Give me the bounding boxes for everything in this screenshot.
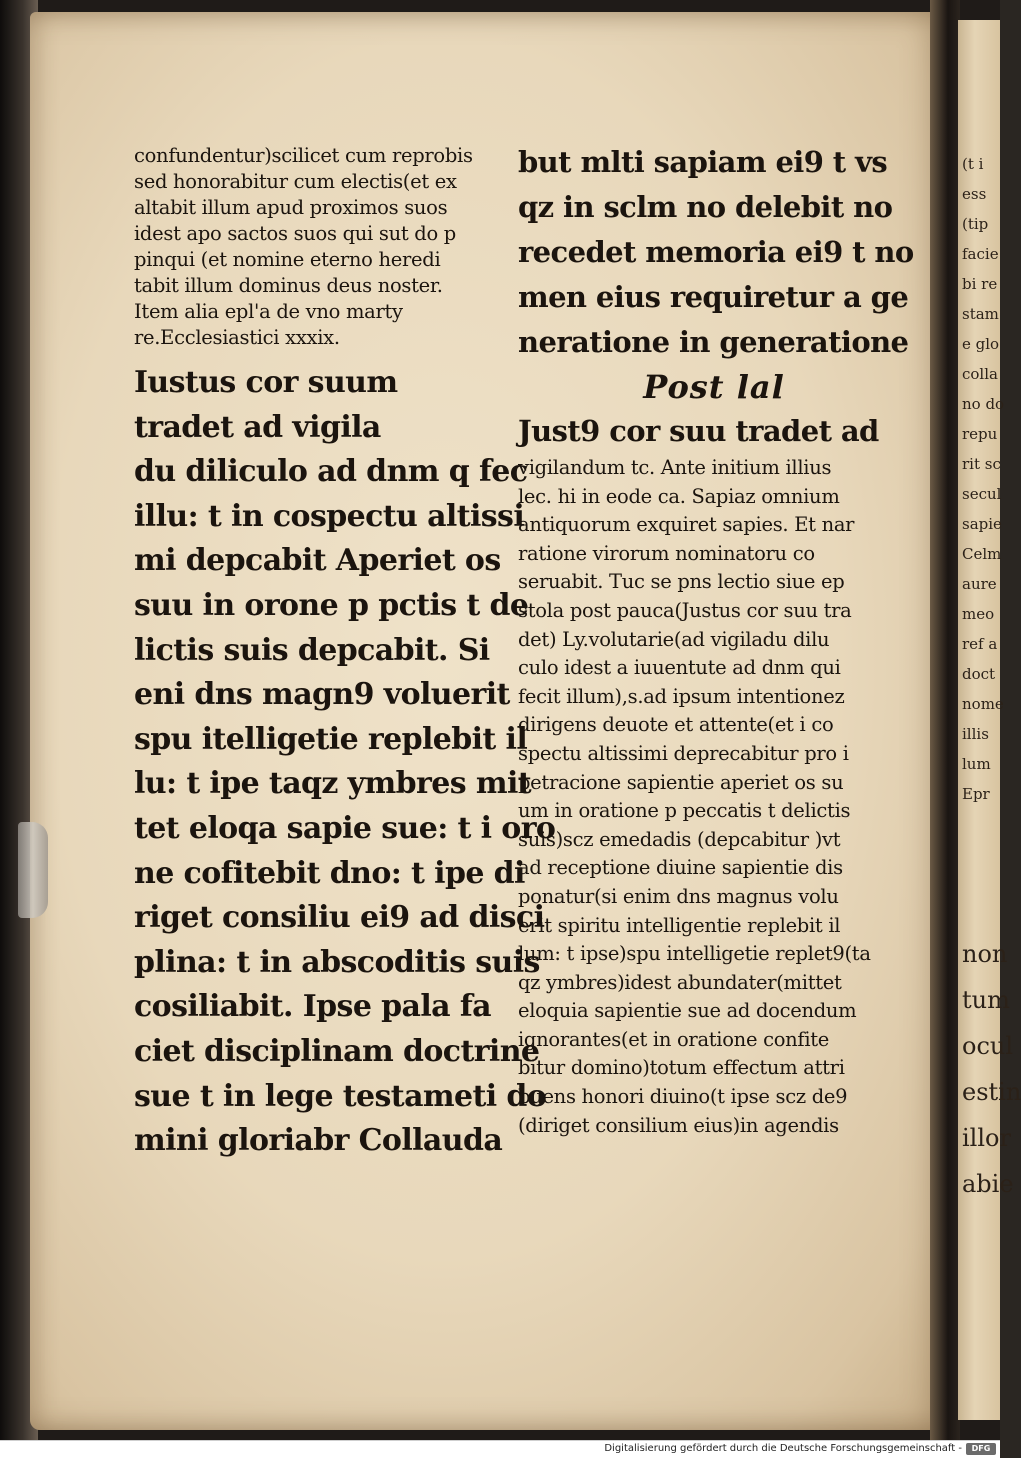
dfg-logo: DFG bbox=[966, 1443, 996, 1455]
main-text-line: mi depcabit Aperiet os bbox=[134, 543, 501, 579]
main-text-line: lictis suis depcabit. Si bbox=[134, 632, 490, 668]
facing-page-fragment: illis bbox=[962, 725, 989, 743]
right-column bbox=[518, 140, 914, 1140]
facing-page-fragment: nome bbox=[962, 695, 1004, 713]
facing-page-fragment: no do bbox=[962, 395, 1005, 413]
left-column bbox=[134, 143, 556, 1164]
main-text-line: mini gloriabr Collauda bbox=[134, 1123, 503, 1159]
main-text-line: plina: t in abscoditis suis bbox=[134, 944, 540, 980]
main-text-line: ne cofitebit dno: t ipe di bbox=[134, 855, 525, 891]
main-text-line: du diliculo ad dnm q fec bbox=[134, 454, 528, 490]
section-heading: Post lal bbox=[643, 368, 785, 406]
main-text-line: tradet ad vigila bbox=[134, 409, 381, 445]
facing-page-fragment: sapie bbox=[962, 515, 1002, 533]
facing-page-fragment: ocul bbox=[962, 1032, 1014, 1060]
commentary-line: (diriget consilium eius)in agendis bbox=[518, 1113, 839, 1137]
commentary-line: re.Ecclesiastici xxxix. bbox=[134, 326, 340, 349]
left-main-text-block bbox=[134, 361, 556, 1164]
main-text-line: cosiliabit. Ipse pala fa bbox=[134, 989, 491, 1025]
commentary-line: buens honori diuino(t ipse scz de9 bbox=[518, 1085, 848, 1109]
commentary-line: spectu altissimi deprecabitur pro i bbox=[518, 741, 849, 765]
footer-credit: Digitalisierung gefördert durch die Deutsche Forschungsgemeinschaft - bbox=[604, 1443, 962, 1454]
commentary-line: seruabit. Tuc se pns lectio siue ep bbox=[518, 570, 845, 594]
commentary-line: suis)scz emedadis (depcabitur )vt bbox=[518, 827, 841, 851]
main-text-line: illu: t in cospectu altissi bbox=[134, 498, 525, 534]
facing-page-fragment: abie bbox=[962, 1170, 1014, 1198]
facing-page-fragment: tum bbox=[962, 986, 1010, 1014]
commentary-line: fecit illum),s.ad ipsum intentionez bbox=[518, 684, 845, 708]
commentary-line: ignorantes(et in oratione confite bbox=[518, 1027, 830, 1051]
footer-bar bbox=[0, 1440, 1000, 1458]
commentary-line: bitur domino)totum effectum attri bbox=[518, 1056, 845, 1080]
commentary-line: Item alia epl'a de vno marty bbox=[134, 300, 403, 323]
main-text-line: eni dns magn9 voluerit bbox=[134, 677, 510, 713]
commentary-line: confundentur)scilicet cum reprobis bbox=[134, 144, 473, 167]
main-text-line: suu in orone p pctis t de bbox=[134, 587, 529, 623]
left-commentary-block bbox=[134, 143, 514, 351]
main-text-line: sue t in lege testameti do bbox=[134, 1078, 547, 1114]
page-clip bbox=[18, 822, 48, 918]
commentary-line: ad receptione diuine sapientie dis bbox=[518, 856, 843, 880]
facing-page-fragment: (t i bbox=[962, 155, 984, 173]
commentary-line: erit spiritu intelligentie replebit il bbox=[518, 913, 841, 937]
commentary-line: qz ymbres)idest abundater(mittet bbox=[518, 970, 842, 994]
commentary-line: stola post pauca(Justus cor suu tra bbox=[518, 598, 852, 622]
main-text-line: ciet disciplinam doctrine bbox=[134, 1033, 540, 1069]
commentary-line: ponatur(si enim dns magnus volu bbox=[518, 884, 839, 908]
facing-page-fragment: meo bbox=[962, 605, 995, 623]
next-page-edge bbox=[958, 20, 1021, 1420]
facing-page-fragment: (tip bbox=[962, 215, 989, 233]
facing-page-fragment: estin bbox=[962, 1078, 1021, 1106]
commentary-line: pinqui (et nomine eterno heredi bbox=[134, 248, 441, 271]
book-gutter bbox=[930, 0, 960, 1440]
commentary-line: tabit illum dominus deus noster. bbox=[134, 274, 443, 297]
main-text-line: but mlti sapiam ei9 t vs bbox=[518, 145, 888, 179]
facing-page-fragment: illor bbox=[962, 1124, 1011, 1152]
commentary-line: dirigens deuote et attente(et i co bbox=[518, 713, 834, 737]
main-text-line: lu: t ipe taqz ymbres mit bbox=[134, 766, 532, 802]
facing-page-fragment: doct bbox=[962, 665, 996, 683]
right-commentary-block bbox=[518, 454, 910, 1140]
facing-page-fragment: Celm bbox=[962, 545, 1002, 563]
commentary-line: culo idest a iuuentute ad dnm qui bbox=[518, 656, 841, 680]
commentary-line: eloquia sapientie sue ad docendum bbox=[518, 999, 857, 1023]
commentary-line: altabit illum apud proximos suos bbox=[134, 196, 448, 219]
facing-page-fragment: facie bbox=[962, 245, 999, 263]
facing-page-fragment: secul bbox=[962, 485, 1002, 503]
facing-page-fragment: lum bbox=[962, 755, 991, 773]
main-text-line: Iustus cor suum bbox=[134, 365, 398, 400]
main-text-line: qz in sclm no delebit no bbox=[518, 190, 893, 224]
facing-page-fragment: rit sc bbox=[962, 455, 1001, 473]
commentary-line: vigilandum tc. Ante initium illius bbox=[518, 456, 832, 479]
main-text-line: recedet memoria ei9 t no bbox=[518, 235, 914, 269]
facing-page-fragment: non bbox=[962, 940, 1008, 968]
right-first-text-line: Just9 cor suu tradet ad bbox=[518, 414, 879, 448]
commentary-line: det) Ly.volutarie(ad vigiladu dilu bbox=[518, 627, 830, 651]
commentary-line: ratione virorum nominatoru co bbox=[518, 541, 815, 565]
commentary-line: petracione sapientie aperiet os su bbox=[518, 770, 844, 794]
facing-page-fragment: stam bbox=[962, 305, 999, 323]
facing-page-fragment: bi re bbox=[962, 275, 998, 293]
main-text-line: spu itelligetie replebit il bbox=[134, 721, 528, 757]
facing-page-fragment: colla bbox=[962, 365, 998, 383]
main-text-line: neratione in generatione bbox=[518, 325, 909, 359]
facing-page-fragment: Epr bbox=[962, 785, 990, 803]
facing-page-fragment: ess bbox=[962, 185, 987, 203]
main-text-line: tet eloqa sapie sue: t i oro bbox=[134, 810, 556, 846]
commentary-line: idest apo sactos suos qui sut do p bbox=[134, 222, 456, 245]
facing-page-fragment: e glo bbox=[962, 335, 1000, 353]
main-text-line: riget consiliu ei9 ad disci bbox=[134, 900, 545, 936]
facing-page-fragment: aure bbox=[962, 575, 997, 593]
commentary-line: lum: t ipse)spu intelligetie replet9(ta bbox=[518, 942, 871, 966]
commentary-line: um in oratione p peccatis t delictis bbox=[518, 799, 851, 823]
commentary-line: lec. hi in eode ca. Sapiaz omnium bbox=[518, 484, 840, 508]
commentary-line: antiquorum exquiret sapies. Et nar bbox=[518, 513, 855, 537]
main-text-line: men eius requiretur a ge bbox=[518, 280, 909, 314]
facing-page-fragment: ref a bbox=[962, 635, 998, 653]
right-main-text-block bbox=[518, 140, 914, 365]
commentary-line: sed honorabitur cum electis(et ex bbox=[134, 170, 457, 193]
facing-page-fragment: repu bbox=[962, 425, 998, 443]
